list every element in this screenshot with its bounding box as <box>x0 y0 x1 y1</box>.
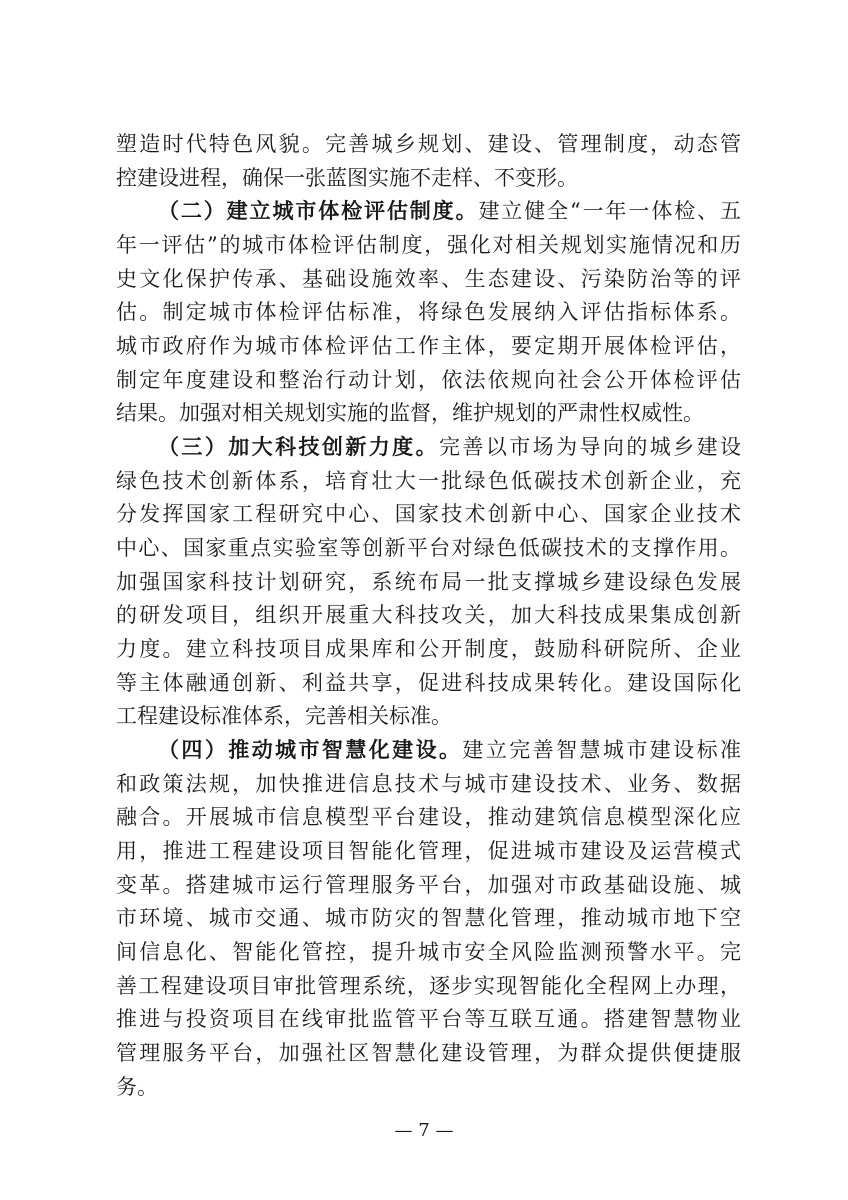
body-line: 估。制定城市体检评估标准，将绿色发展纳入评估指标体系。 <box>116 300 741 324</box>
body-line: 间信息化、智能化管控，提升城市安全风险监测预警水平。完 <box>116 940 741 964</box>
section-3-lead: 完善以市场为导向的城乡建设 <box>439 435 741 459</box>
body-line: 等主体融通创新、利益共享，促进科技成果转化。建设国际化 <box>116 671 741 695</box>
body-line: 变革。搭建城市运行管理服务平台，加强对市政基础设施、城 <box>116 873 741 897</box>
body-line: 推进与投资项目在线审批监管平台等互联互通。搭建智慧物业 <box>116 1007 741 1031</box>
section-2-heading: （二）建立城市体检评估制度。 <box>158 199 479 223</box>
section-3-first-line <box>158 430 741 464</box>
section-2-lead: 建立健全“一年一体检、五 <box>478 199 741 223</box>
body-line: 和政策法规，加快推进信息技术与城市建设技术、业务、数据 <box>116 772 741 796</box>
body-line: 中心、国家重点实验室等创新平台对绿色低碳技术的支撑作用。 <box>116 536 741 560</box>
body-line: 力度。建立科技项目成果库和公开制度，鼓励科研院所、企业 <box>116 637 741 661</box>
section-2-first-line <box>158 194 741 228</box>
section-3-heading: （三）加大科技创新力度。 <box>158 435 439 459</box>
section-4-heading: （四）推动城市智慧化建设。 <box>158 738 463 762</box>
body-line: 务。 <box>116 1075 158 1099</box>
body-line: 塑造时代特色风貌。完善城乡规划、建设、管理制度，动态管 <box>116 132 741 156</box>
body-line: 控建设进程，确保一张蓝图实施不走样、不变形。 <box>116 166 578 190</box>
body-line: 融合。开展城市信息模型平台建设，推动建筑信息模型深化应 <box>116 805 741 829</box>
body-line: 加强国家科技计划研究，系统布局一批支撑城乡建设绿色发展 <box>116 570 741 594</box>
body-line: 市环境、城市交通、城市防灾的智慧化管理，推动城市地下空 <box>116 906 741 930</box>
page-number: — 7 — <box>394 1120 454 1141</box>
body-line: 分发挥国家工程研究中心、国家技术创新中心、国家企业技术 <box>116 502 741 526</box>
body-line: 城市政府作为城市体检评估工作主体，要定期开展体检评估， <box>116 334 741 358</box>
body-line: 结果。加强对相关规划实施的监督，维护规划的严肃性权威性。 <box>116 401 704 425</box>
body-line: 用，推进工程建设项目智能化管理，促进城市建设及运营模式 <box>116 839 741 863</box>
body-line: 制定年度建设和整治行动计划，依法依规向社会公开体检评估 <box>116 368 741 392</box>
body-line: 的研发项目，组织开展重大科技攻关，加大科技成果集成创新 <box>116 603 741 627</box>
section-4-first-line <box>158 733 741 767</box>
body-line: 史文化保护传承、基础设施效率、生态建设、污染防治等的评 <box>116 267 741 291</box>
body-line: 管理服务平台，加强社区智慧化建设管理，为群众提供便捷服 <box>116 1041 741 1065</box>
body-line: 年一评估”的城市体检评估制度，强化对相关规划实施情况和历 <box>116 233 741 257</box>
body-line: 绿色技术创新体系，培育壮大一批绿色低碳技术创新企业，充 <box>116 469 741 493</box>
body-line: 工程建设标准体系，完善相关标准。 <box>116 704 452 728</box>
section-4-lead: 建立完善智慧城市建设标准 <box>462 738 742 762</box>
body-line: 善工程建设项目审批管理系统，逐步实现智能化全程网上办理， <box>116 974 741 998</box>
